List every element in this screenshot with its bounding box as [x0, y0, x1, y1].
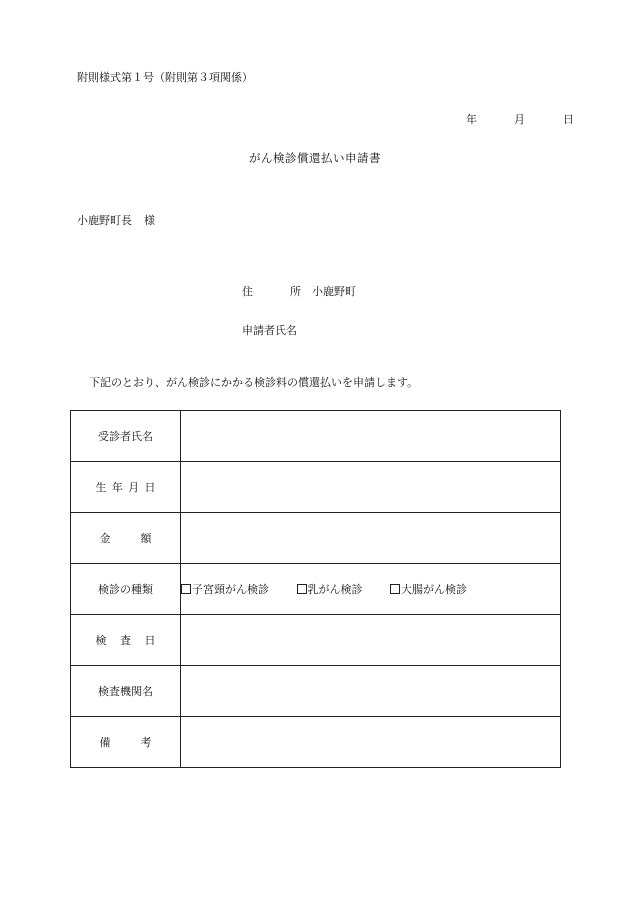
address-label-2: 所	[290, 285, 301, 298]
row-label-exam-date: 検査日	[71, 615, 181, 666]
row-label-amount: 金額	[71, 513, 181, 564]
exam-option-cervical[interactable]	[181, 581, 269, 597]
applicant-name-label: 申請者氏名	[242, 324, 297, 337]
date-year-label: 年	[466, 113, 477, 126]
addressee	[77, 212, 155, 228]
table-row	[71, 615, 561, 666]
checkbox-cervical[interactable]	[181, 584, 191, 594]
exam-type-options	[181, 564, 561, 615]
checkbox-breast[interactable]	[297, 584, 307, 594]
row-label-patient-name: 受診者氏名	[71, 411, 181, 462]
addressee-name: 小鹿野町長	[77, 214, 132, 227]
date-day-label: 日	[563, 113, 574, 126]
document-title: がん検診償還払い申請書	[249, 151, 381, 165]
exam-date-field[interactable]	[181, 615, 561, 666]
exam-option-label: 乳がん検診	[307, 583, 363, 596]
amount-field[interactable]	[181, 513, 561, 564]
intro-text: 下記のとおり、がん検診にかかる検診料の償還払いを申請します。	[89, 376, 419, 389]
form-reference: 附則様式第１号（附則第３項関係）	[77, 71, 253, 84]
application-table	[70, 410, 561, 768]
exam-option-label: 大腸がん検診	[401, 583, 467, 596]
table-row	[71, 462, 561, 513]
birthdate-field[interactable]	[181, 462, 561, 513]
table-row	[71, 564, 561, 615]
remarks-field[interactable]	[181, 717, 561, 768]
table-row	[71, 513, 561, 564]
patient-name-field[interactable]	[181, 411, 561, 462]
row-label-institution: 検査機関名	[71, 666, 181, 717]
address-value[interactable]: 小鹿野町	[312, 285, 356, 298]
applicant-address	[242, 283, 356, 299]
table-row	[71, 717, 561, 768]
table-row	[71, 666, 561, 717]
exam-option-colorectal[interactable]	[390, 581, 467, 597]
exam-option-label: 子宮頸がん検診	[192, 583, 269, 596]
date-month-label: 月	[514, 113, 525, 126]
addressee-honorific: 様	[144, 214, 155, 227]
table-row	[71, 411, 561, 462]
row-label-birthdate: 生年月日	[71, 462, 181, 513]
exam-option-breast[interactable]	[297, 581, 363, 597]
row-label-remarks: 備考	[71, 717, 181, 768]
address-label-1: 住	[242, 285, 253, 298]
institution-field[interactable]	[181, 666, 561, 717]
date-line	[466, 111, 574, 127]
row-label-exam-type: 検診の種類	[71, 564, 181, 615]
checkbox-colorectal[interactable]	[390, 584, 400, 594]
